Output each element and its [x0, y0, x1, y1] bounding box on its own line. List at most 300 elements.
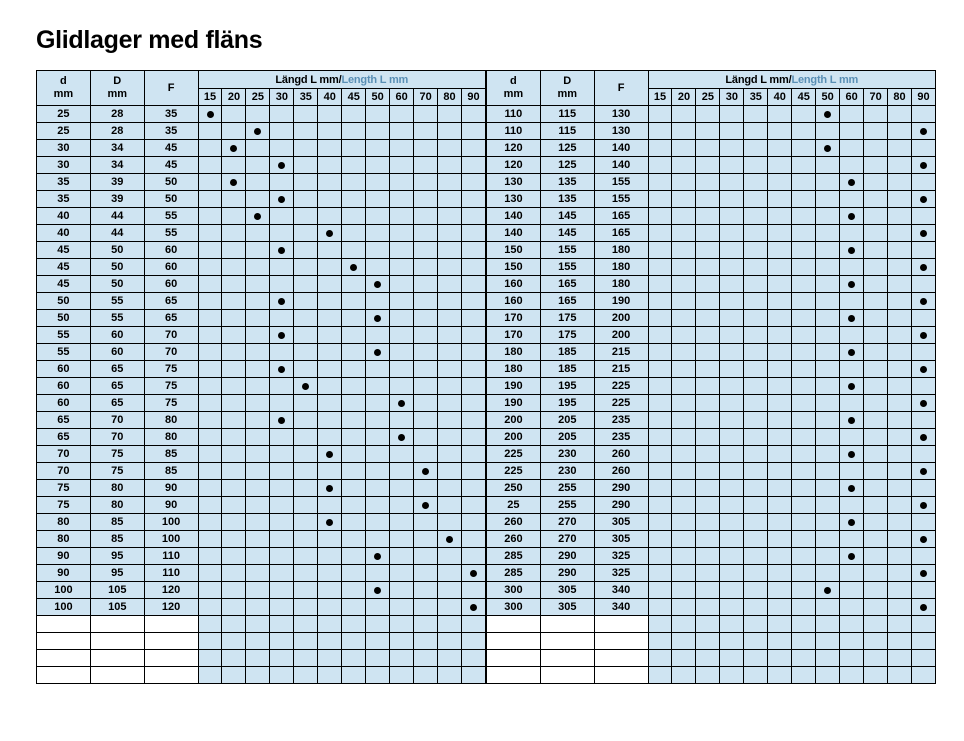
cell-d: 100 — [37, 599, 91, 616]
availability-cell-45 — [342, 650, 366, 667]
availability-cell-50 — [366, 123, 390, 140]
table-row — [37, 225, 486, 242]
availability-cell-40 — [768, 276, 792, 293]
availability-cell-45 — [342, 361, 366, 378]
availability-cell-70 — [864, 446, 888, 463]
availability-cell-70 — [414, 650, 438, 667]
availability-cell-90 — [462, 208, 486, 225]
table-row — [487, 293, 936, 310]
cell-d: 120 — [487, 157, 541, 174]
availability-cell-40 — [768, 616, 792, 633]
availability-cell-30 — [270, 429, 294, 446]
cell-d: 30 — [37, 140, 91, 157]
availability-cell-40 — [318, 242, 342, 259]
cell-D: 65 — [90, 378, 144, 395]
availability-cell-45 — [792, 531, 816, 548]
header-length-80: 80 — [888, 89, 912, 106]
cell-D: 135 — [540, 191, 594, 208]
availability-cell-90 — [462, 633, 486, 650]
availability-cell-40 — [318, 616, 342, 633]
availability-cell-30 — [270, 497, 294, 514]
availability-cell-15 — [198, 191, 222, 208]
availability-cell-15 — [648, 259, 672, 276]
availability-cell-25 — [246, 157, 270, 174]
availability-cell-80 — [438, 616, 462, 633]
availability-cell-70 — [414, 446, 438, 463]
cell-F: 340 — [594, 599, 648, 616]
availability-cell-60 — [390, 174, 414, 191]
availability-cell-25 — [696, 378, 720, 395]
availability-cell-30 — [270, 225, 294, 242]
table-row — [487, 565, 936, 582]
availability-cell-30 — [720, 208, 744, 225]
availability-dot-35 — [294, 378, 318, 395]
cell-d: 160 — [487, 293, 541, 310]
availability-cell-45 — [792, 157, 816, 174]
table-row-blank — [37, 650, 486, 667]
availability-cell-15 — [198, 140, 222, 157]
availability-cell-35 — [744, 225, 768, 242]
table-row — [37, 446, 486, 463]
cell-D: 55 — [90, 310, 144, 327]
header-length-45: 45 — [342, 89, 366, 106]
availability-cell-70 — [864, 480, 888, 497]
availability-cell-70 — [414, 208, 438, 225]
availability-cell-15 — [198, 463, 222, 480]
availability-dot-25 — [246, 123, 270, 140]
header-length-70: 70 — [864, 89, 888, 106]
availability-cell-25 — [246, 225, 270, 242]
availability-cell-60 — [390, 259, 414, 276]
cell-d: 25 — [37, 123, 91, 140]
availability-cell-15 — [648, 446, 672, 463]
table-row-blank — [487, 616, 936, 633]
availability-cell-35 — [744, 616, 768, 633]
availability-cell-90 — [912, 276, 936, 293]
table-row — [487, 446, 936, 463]
availability-cell-50 — [816, 208, 840, 225]
availability-cell-25 — [246, 650, 270, 667]
table-row — [37, 106, 486, 123]
availability-dot-90 — [912, 259, 936, 276]
availability-cell-35 — [744, 293, 768, 310]
availability-cell-25 — [696, 548, 720, 565]
availability-cell-70 — [414, 412, 438, 429]
availability-cell-30 — [720, 361, 744, 378]
availability-cell-15 — [198, 157, 222, 174]
cell-d: 225 — [487, 446, 541, 463]
availability-cell-90 — [462, 310, 486, 327]
availability-cell-20 — [672, 378, 696, 395]
availability-cell-35 — [744, 259, 768, 276]
availability-cell-80 — [888, 429, 912, 446]
table-row — [487, 327, 936, 344]
availability-cell-20 — [672, 616, 696, 633]
availability-cell-25 — [246, 412, 270, 429]
cell-D: 80 — [90, 480, 144, 497]
availability-cell-90 — [462, 157, 486, 174]
availability-cell-40 — [318, 361, 342, 378]
availability-cell-15 — [198, 616, 222, 633]
availability-cell-70 — [864, 276, 888, 293]
availability-cell-50 — [366, 531, 390, 548]
availability-cell-20 — [222, 548, 246, 565]
availability-cell-20 — [222, 514, 246, 531]
header-length-20: 20 — [222, 89, 246, 106]
availability-cell-80 — [438, 140, 462, 157]
availability-cell-50 — [816, 225, 840, 242]
cell-F: 60 — [144, 259, 198, 276]
bearing-table-left — [36, 70, 486, 684]
availability-cell-30 — [270, 344, 294, 361]
cell-d: 180 — [487, 361, 541, 378]
availability-cell-60 — [840, 327, 864, 344]
availability-cell-15 — [648, 667, 672, 684]
availability-cell-60 — [840, 429, 864, 446]
availability-cell-90 — [462, 582, 486, 599]
availability-cell-30 — [720, 259, 744, 276]
availability-cell-40 — [768, 667, 792, 684]
availability-cell-20 — [222, 310, 246, 327]
availability-cell-35 — [744, 361, 768, 378]
availability-cell-25 — [696, 497, 720, 514]
header-row-span — [37, 71, 486, 89]
availability-cell-25 — [246, 582, 270, 599]
cell-d: 45 — [37, 276, 91, 293]
cell-D: 125 — [540, 157, 594, 174]
cell-F: 305 — [594, 514, 648, 531]
availability-cell-90 — [462, 327, 486, 344]
availability-cell-40 — [318, 106, 342, 123]
availability-dot-90 — [912, 497, 936, 514]
availability-cell-45 — [792, 242, 816, 259]
availability-cell-60 — [390, 310, 414, 327]
availability-cell-50 — [366, 157, 390, 174]
cell-D — [90, 650, 144, 667]
availability-cell-40 — [318, 412, 342, 429]
cell-D: 28 — [90, 123, 144, 140]
availability-dot-60 — [840, 548, 864, 565]
availability-cell-40 — [768, 174, 792, 191]
availability-cell-50 — [366, 633, 390, 650]
availability-cell-40 — [768, 429, 792, 446]
availability-cell-45 — [342, 140, 366, 157]
availability-cell-90 — [912, 650, 936, 667]
availability-cell-15 — [198, 582, 222, 599]
availability-cell-80 — [888, 395, 912, 412]
availability-cell-30 — [720, 276, 744, 293]
availability-cell-80 — [438, 259, 462, 276]
availability-cell-60 — [840, 106, 864, 123]
availability-cell-45 — [792, 276, 816, 293]
availability-cell-60 — [390, 378, 414, 395]
cell-F: 35 — [144, 123, 198, 140]
availability-cell-40 — [768, 599, 792, 616]
availability-cell-35 — [294, 480, 318, 497]
availability-cell-20 — [672, 650, 696, 667]
cell-d: 55 — [37, 327, 91, 344]
availability-cell-90 — [462, 123, 486, 140]
table-row — [37, 378, 486, 395]
availability-cell-90 — [462, 344, 486, 361]
availability-cell-25 — [246, 616, 270, 633]
availability-cell-50 — [816, 293, 840, 310]
availability-cell-15 — [198, 344, 222, 361]
availability-cell-60 — [390, 463, 414, 480]
availability-cell-60 — [390, 140, 414, 157]
availability-cell-15 — [198, 395, 222, 412]
availability-cell-40 — [768, 480, 792, 497]
availability-cell-25 — [696, 123, 720, 140]
availability-cell-15 — [648, 480, 672, 497]
availability-cell-15 — [198, 225, 222, 242]
availability-cell-45 — [792, 293, 816, 310]
availability-cell-80 — [888, 378, 912, 395]
availability-cell-15 — [648, 548, 672, 565]
availability-cell-30 — [720, 378, 744, 395]
cell-D: 270 — [540, 514, 594, 531]
cell-F: 325 — [594, 548, 648, 565]
availability-dot-90 — [912, 361, 936, 378]
availability-cell-80 — [888, 242, 912, 259]
availability-cell-25 — [696, 225, 720, 242]
availability-cell-45 — [792, 106, 816, 123]
availability-cell-60 — [390, 480, 414, 497]
availability-dot-45 — [342, 259, 366, 276]
cell-D: 205 — [540, 429, 594, 446]
cell-d: 25 — [37, 106, 91, 123]
availability-cell-15 — [198, 310, 222, 327]
header-F-symbol: F — [617, 81, 625, 94]
availability-cell-20 — [672, 157, 696, 174]
availability-cell-40 — [768, 378, 792, 395]
cell-F — [144, 650, 198, 667]
availability-cell-20 — [222, 123, 246, 140]
availability-cell-80 — [888, 276, 912, 293]
table-row — [37, 582, 486, 599]
availability-cell-40 — [318, 497, 342, 514]
header-length-30: 30 — [720, 89, 744, 106]
availability-cell-40 — [768, 514, 792, 531]
availability-dot-30 — [270, 293, 294, 310]
cell-F: 180 — [594, 259, 648, 276]
availability-cell-90 — [462, 650, 486, 667]
availability-cell-30 — [720, 242, 744, 259]
availability-cell-30 — [720, 497, 744, 514]
cell-D — [90, 616, 144, 633]
table-row — [37, 259, 486, 276]
availability-cell-70 — [414, 344, 438, 361]
availability-cell-40 — [768, 531, 792, 548]
availability-cell-50 — [816, 242, 840, 259]
availability-cell-35 — [294, 463, 318, 480]
availability-cell-20 — [672, 140, 696, 157]
availability-cell-25 — [696, 531, 720, 548]
availability-cell-20 — [222, 157, 246, 174]
cell-D: 115 — [540, 123, 594, 140]
availability-dot-30 — [270, 242, 294, 259]
availability-cell-60 — [840, 497, 864, 514]
table-row-blank — [487, 633, 936, 650]
availability-cell-35 — [294, 650, 318, 667]
availability-cell-45 — [792, 497, 816, 514]
availability-cell-45 — [792, 344, 816, 361]
cell-d: 60 — [37, 378, 91, 395]
availability-cell-45 — [792, 565, 816, 582]
cell-D: 70 — [90, 412, 144, 429]
availability-cell-70 — [864, 497, 888, 514]
availability-cell-35 — [294, 157, 318, 174]
cell-d: 60 — [37, 361, 91, 378]
cell-F: 85 — [144, 463, 198, 480]
table-row — [487, 310, 936, 327]
availability-cell-70 — [864, 225, 888, 242]
availability-cell-90 — [462, 259, 486, 276]
cell-d: 300 — [487, 599, 541, 616]
availability-cell-80 — [888, 225, 912, 242]
availability-cell-50 — [816, 327, 840, 344]
cell-D: 165 — [540, 276, 594, 293]
availability-cell-20 — [222, 667, 246, 684]
availability-cell-40 — [318, 395, 342, 412]
availability-cell-80 — [888, 293, 912, 310]
availability-cell-15 — [648, 310, 672, 327]
availability-dot-60 — [840, 242, 864, 259]
availability-cell-40 — [318, 650, 342, 667]
cell-D: 185 — [540, 344, 594, 361]
availability-cell-45 — [342, 106, 366, 123]
availability-cell-90 — [462, 412, 486, 429]
availability-cell-50 — [366, 565, 390, 582]
availability-cell-90 — [462, 616, 486, 633]
availability-cell-45 — [342, 276, 366, 293]
availability-cell-35 — [744, 633, 768, 650]
cell-D: 44 — [90, 208, 144, 225]
cell-d: 50 — [37, 310, 91, 327]
availability-cell-60 — [840, 582, 864, 599]
cell-F: 100 — [144, 531, 198, 548]
availability-cell-45 — [792, 446, 816, 463]
cell-F: 90 — [144, 480, 198, 497]
availability-cell-35 — [744, 565, 768, 582]
cell-d: 45 — [37, 242, 91, 259]
availability-cell-40 — [768, 395, 792, 412]
cell-F: 140 — [594, 157, 648, 174]
availability-cell-40 — [318, 310, 342, 327]
bearing-table-right — [486, 70, 936, 684]
availability-cell-50 — [366, 667, 390, 684]
availability-cell-20 — [222, 259, 246, 276]
cell-F: 80 — [144, 429, 198, 446]
availability-cell-50 — [366, 429, 390, 446]
availability-cell-20 — [672, 293, 696, 310]
availability-cell-35 — [744, 446, 768, 463]
cell-d: 225 — [487, 463, 541, 480]
availability-dot-30 — [270, 191, 294, 208]
table-row — [487, 514, 936, 531]
availability-cell-60 — [840, 531, 864, 548]
availability-cell-20 — [672, 259, 696, 276]
availability-cell-60 — [390, 276, 414, 293]
availability-cell-50 — [816, 616, 840, 633]
cell-F: 225 — [594, 378, 648, 395]
availability-cell-25 — [696, 395, 720, 412]
availability-cell-40 — [768, 259, 792, 276]
availability-dot-50 — [366, 344, 390, 361]
table-row — [487, 412, 936, 429]
availability-cell-50 — [366, 208, 390, 225]
table-row — [37, 412, 486, 429]
cell-d: 80 — [37, 531, 91, 548]
cell-F: 305 — [594, 531, 648, 548]
availability-cell-40 — [318, 633, 342, 650]
availability-cell-20 — [222, 208, 246, 225]
availability-cell-50 — [366, 106, 390, 123]
cell-F: 45 — [144, 140, 198, 157]
availability-cell-25 — [246, 361, 270, 378]
availability-cell-80 — [888, 208, 912, 225]
availability-cell-45 — [342, 191, 366, 208]
availability-cell-45 — [342, 395, 366, 412]
cell-d: 55 — [37, 344, 91, 361]
availability-cell-20 — [672, 599, 696, 616]
availability-cell-15 — [198, 293, 222, 310]
cell-F: 180 — [594, 242, 648, 259]
header-cell-length — [198, 71, 485, 89]
cell-D: 65 — [90, 395, 144, 412]
cell-D: 95 — [90, 548, 144, 565]
availability-cell-35 — [744, 242, 768, 259]
availability-cell-70 — [414, 616, 438, 633]
cell-F: 155 — [594, 174, 648, 191]
cell-F — [594, 667, 648, 684]
availability-cell-70 — [414, 361, 438, 378]
cell-d: 75 — [37, 497, 91, 514]
availability-cell-60 — [390, 616, 414, 633]
table-row — [487, 429, 936, 446]
availability-cell-30 — [270, 531, 294, 548]
cell-D: 55 — [90, 293, 144, 310]
availability-cell-30 — [270, 446, 294, 463]
availability-cell-25 — [246, 395, 270, 412]
cell-F: 70 — [144, 327, 198, 344]
availability-cell-20 — [222, 106, 246, 123]
availability-cell-25 — [246, 140, 270, 157]
availability-cell-15 — [648, 344, 672, 361]
availability-cell-45 — [792, 412, 816, 429]
availability-cell-70 — [864, 616, 888, 633]
availability-cell-70 — [414, 378, 438, 395]
availability-cell-80 — [888, 497, 912, 514]
availability-cell-70 — [414, 140, 438, 157]
availability-cell-25 — [696, 344, 720, 361]
availability-cell-25 — [246, 327, 270, 344]
availability-cell-25 — [246, 191, 270, 208]
availability-cell-50 — [816, 276, 840, 293]
availability-cell-60 — [390, 667, 414, 684]
availability-cell-15 — [648, 106, 672, 123]
header-cell-d — [37, 71, 91, 106]
table-row — [487, 463, 936, 480]
availability-cell-80 — [888, 157, 912, 174]
availability-cell-70 — [864, 140, 888, 157]
availability-cell-25 — [696, 259, 720, 276]
availability-cell-50 — [366, 225, 390, 242]
cell-F — [144, 667, 198, 684]
availability-cell-25 — [246, 548, 270, 565]
table-row — [37, 208, 486, 225]
cell-D: 85 — [90, 514, 144, 531]
